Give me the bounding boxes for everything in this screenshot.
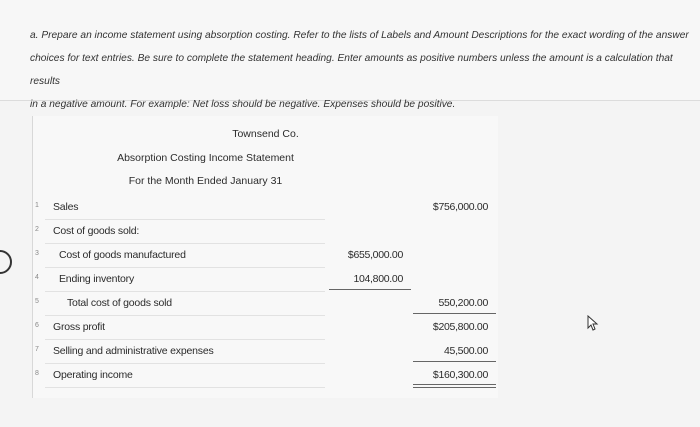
row-label-gross-profit[interactable]: Gross profit: [53, 321, 105, 333]
row-label-cogs[interactable]: Cost of goods sold:: [53, 225, 140, 237]
final-double-underline: [413, 384, 496, 388]
income-statement: [32, 116, 498, 398]
row-label-sales[interactable]: Sales: [53, 201, 79, 213]
row-number: 1: [35, 202, 39, 209]
side-panel-toggle[interactable]: [0, 250, 12, 274]
row-label-ending-inventory[interactable]: Ending inventory: [59, 273, 135, 285]
statement-title[interactable]: Absorption Costing Income Statement: [117, 152, 294, 164]
statement-row-ending-inventory: [33, 268, 498, 292]
statement-row-gross-profit: [33, 316, 498, 340]
row-number: 2: [35, 226, 39, 233]
mouse-pointer-icon: [586, 315, 600, 331]
operating-income-amount[interactable]: $160,300.00: [432, 369, 488, 381]
cogm-amount[interactable]: $655,000.00: [347, 249, 403, 261]
statement-period[interactable]: For the Month Ended January 31: [128, 175, 283, 187]
statement-company-name[interactable]: Townsend Co.: [232, 128, 299, 140]
instructions-text: [30, 24, 690, 116]
statement-row-cogm: [33, 244, 498, 268]
instructions-line-2: choices for text entries. Be sure to complete the statement heading. Enter amounts as positive numbers unless the amount is a calculation that results: [30, 53, 673, 87]
row-number: 3: [35, 250, 39, 257]
row-number: 4: [35, 274, 39, 281]
ending-inventory-amount[interactable]: 104,800.00: [353, 273, 403, 285]
statement-row-cogs-header: [33, 220, 498, 244]
row-label-cogm[interactable]: Cost of goods manufactured: [59, 249, 186, 261]
total-cogs-amount[interactable]: 550,200.00: [438, 297, 488, 309]
row-number: 6: [35, 322, 39, 329]
gross-profit-amount[interactable]: $205,800.00: [432, 321, 488, 333]
row-number: 7: [35, 346, 39, 353]
row-divider: [45, 387, 325, 388]
subtotal-underline: [329, 289, 411, 290]
instructions-line-1: a. Prepare an income statement using absorption costing. Refer to the lists of Labels and Amount Descriptions for the exact wording of the answer: [30, 30, 689, 41]
row-number: 8: [35, 370, 39, 377]
row-number: 5: [35, 298, 39, 305]
instructions-line-3: in a negative amount. For example: Net loss should be negative. Expenses should be positive.: [30, 99, 456, 110]
row-label-selling-admin[interactable]: Selling and administrative expenses: [53, 345, 214, 357]
row-label-total-cogs[interactable]: Total cost of goods sold: [67, 297, 172, 309]
row-label-operating-income[interactable]: Operating income: [53, 369, 133, 381]
expense-underline: [413, 361, 496, 362]
selling-admin-amount[interactable]: 45,500.00: [443, 345, 488, 357]
statement-row-sales: [33, 196, 498, 220]
instructions-panel: [0, 0, 700, 110]
sales-amount[interactable]: $756,000.00: [432, 201, 488, 213]
total-underline: [413, 313, 496, 314]
